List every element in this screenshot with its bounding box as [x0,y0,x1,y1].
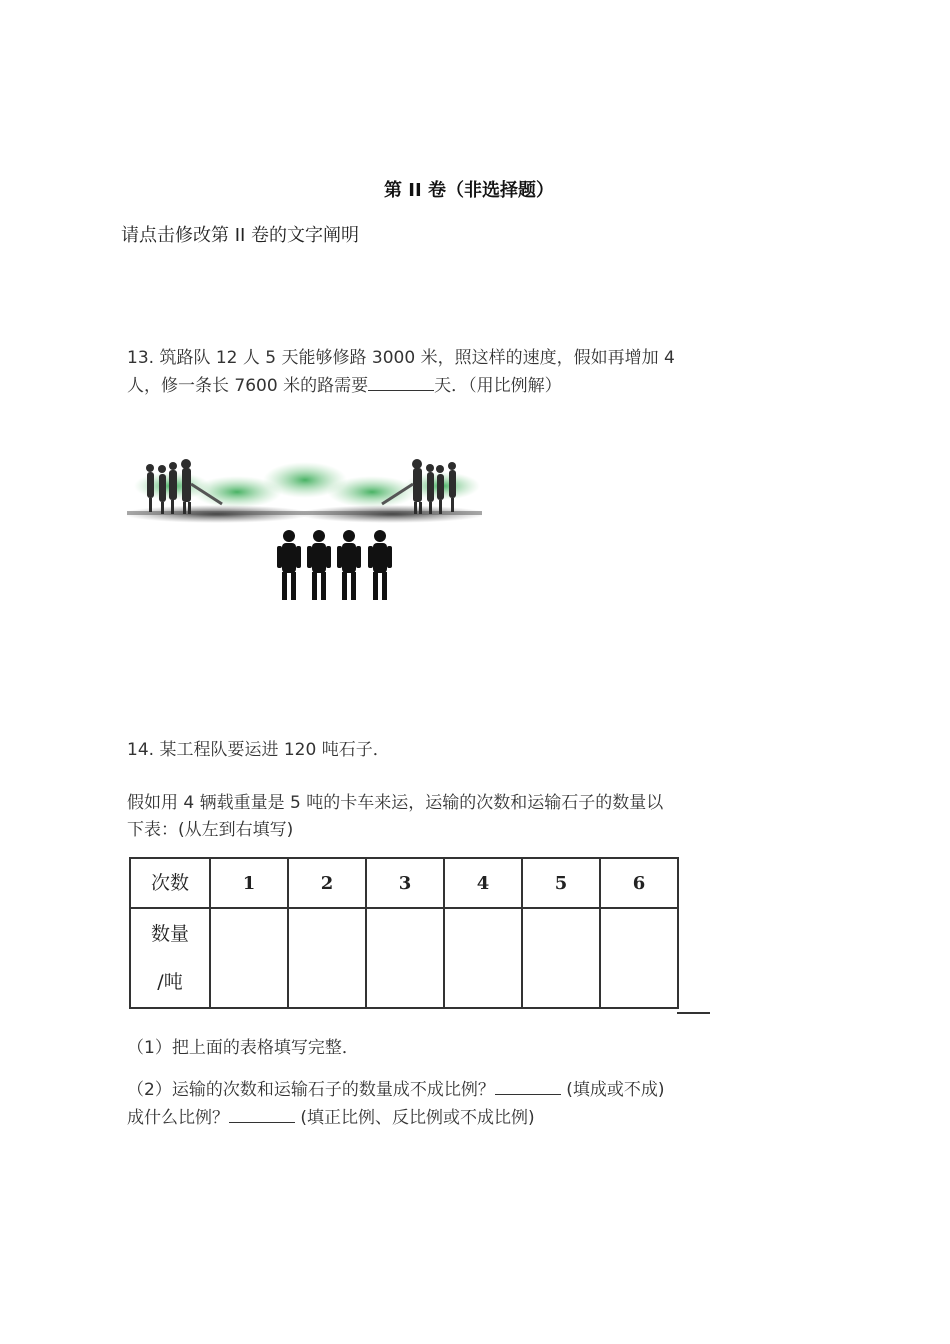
row-header-amount-line1: 数量 [150,923,189,945]
question-13-text: 人，修一条长 7600 米的路需要 [127,376,369,396]
question-13-line2 [127,372,737,400]
answer-blank[interactable] [368,372,434,391]
question-14-sub2-line2 [127,1104,737,1132]
table-row-times [130,858,678,908]
question-13-suffix: 天．（用比例解） [434,376,562,396]
question-13-line1: 13. 筑路队 12 人 5 天能够修路 3000 米，照这样的速度，假如再增加 4 [127,348,675,368]
sub3-hint: (填正比例、反比例或不成比例) [300,1108,535,1128]
table-row-amount [130,908,678,1008]
column-header: 4 [444,858,522,908]
question-14-sub2-line1 [127,1076,737,1104]
sub2-text: （2）运输的次数和运输石子的数量成不成比例？ [127,1080,495,1100]
question-14-sub1: （1）把上面的表格填写完整． [127,1038,359,1058]
answer-cell[interactable] [288,908,366,1008]
sub3-text: 成什么比例？ [127,1108,229,1128]
sub2-hint: (填成或不成) [566,1080,665,1100]
column-header: 2 [288,858,366,908]
column-header: 1 [210,858,288,908]
section-note: 请点击修改第 II 卷的文字阐明 [121,225,360,246]
section-title: 第 II 卷（非选择题） [384,180,554,201]
answer-cell[interactable] [366,908,444,1008]
question-14-sub2 [127,1076,737,1132]
answer-cell[interactable] [444,908,522,1008]
question-14-intro [127,790,737,844]
answer-blank[interactable] [495,1076,561,1095]
column-header: 3 [366,858,444,908]
row-header-amount-line2: /吨 [157,971,183,993]
answer-cell[interactable] [600,908,678,1008]
row-header-amount [130,908,210,1008]
column-header: 6 [600,858,678,908]
answer-cell[interactable] [210,908,288,1008]
question-14-title: 14. 某工程队要运进 120 吨石子． [127,740,390,760]
answer-blank[interactable] [229,1104,295,1123]
row-header-times: 次数 [130,858,210,908]
trailing-line [677,1012,710,1014]
transport-table [129,857,679,1009]
answer-cell[interactable] [522,908,600,1008]
question-13 [127,345,737,400]
column-header: 5 [522,858,600,908]
question-14-intro-line2: 下表：(从左到右填写) [127,820,294,840]
question-14-intro-line1: 假如用 4 辆载重量是 5 吨的卡车来运，运输的次数和运输石子的数量以 [127,793,664,813]
road-workers-illustration [127,458,482,608]
